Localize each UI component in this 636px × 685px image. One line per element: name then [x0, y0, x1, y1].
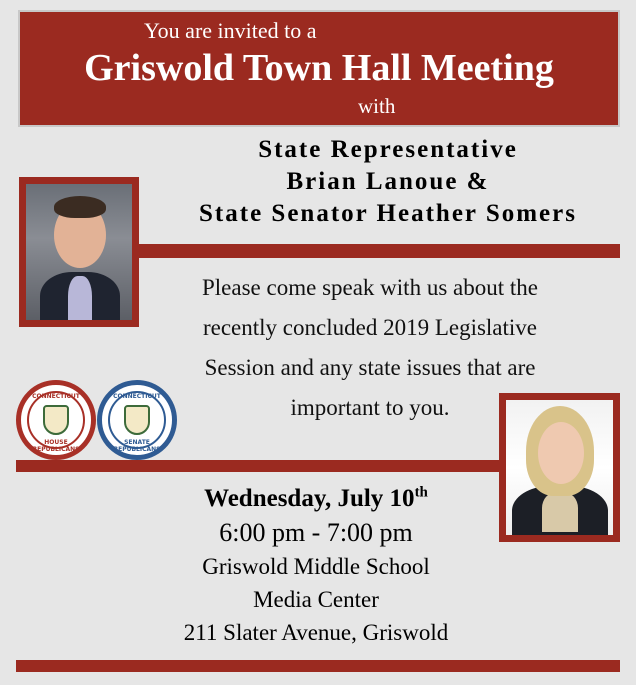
divider-bar-middle	[16, 460, 500, 472]
house-republicans-seal: CONNECTICUT HOUSE REPUBLICANS	[16, 380, 96, 460]
divider-bar-bottom	[16, 660, 620, 672]
official-line-3: State Senator Heather Somers	[199, 200, 577, 227]
invitation-message: Please come speak with us about the recently concluded 2019 Legislative Session and any state issues that are important to you.	[202, 275, 538, 420]
official-line-2: Brian Lanoue &	[286, 168, 490, 195]
event-time: 6:00 pm - 7:00 pm	[219, 518, 413, 547]
with-text: with	[358, 94, 396, 118]
event-title: Griswold Town Hall Meeting	[84, 47, 554, 89]
event-details	[130, 482, 502, 649]
event-venue: Griswold Middle School	[202, 554, 430, 579]
representative-photo	[19, 177, 139, 327]
shield-icon	[43, 405, 69, 435]
senator-photo	[499, 393, 620, 542]
official-line-1: State Representative	[258, 136, 518, 163]
divider-bar-top	[130, 244, 620, 258]
event-address: 211 Slater Avenue, Griswold	[183, 620, 449, 645]
invitation-header	[18, 10, 620, 127]
shield-icon	[124, 405, 150, 435]
invite-intro: You are invited to a	[144, 18, 317, 43]
event-room: Media Center	[253, 587, 379, 612]
senate-republicans-seal: CONNECTICUT SENATE REPUBLICANS	[97, 380, 177, 460]
event-date: Wednesday, July 10th	[204, 484, 428, 512]
officials-block	[140, 134, 636, 230]
